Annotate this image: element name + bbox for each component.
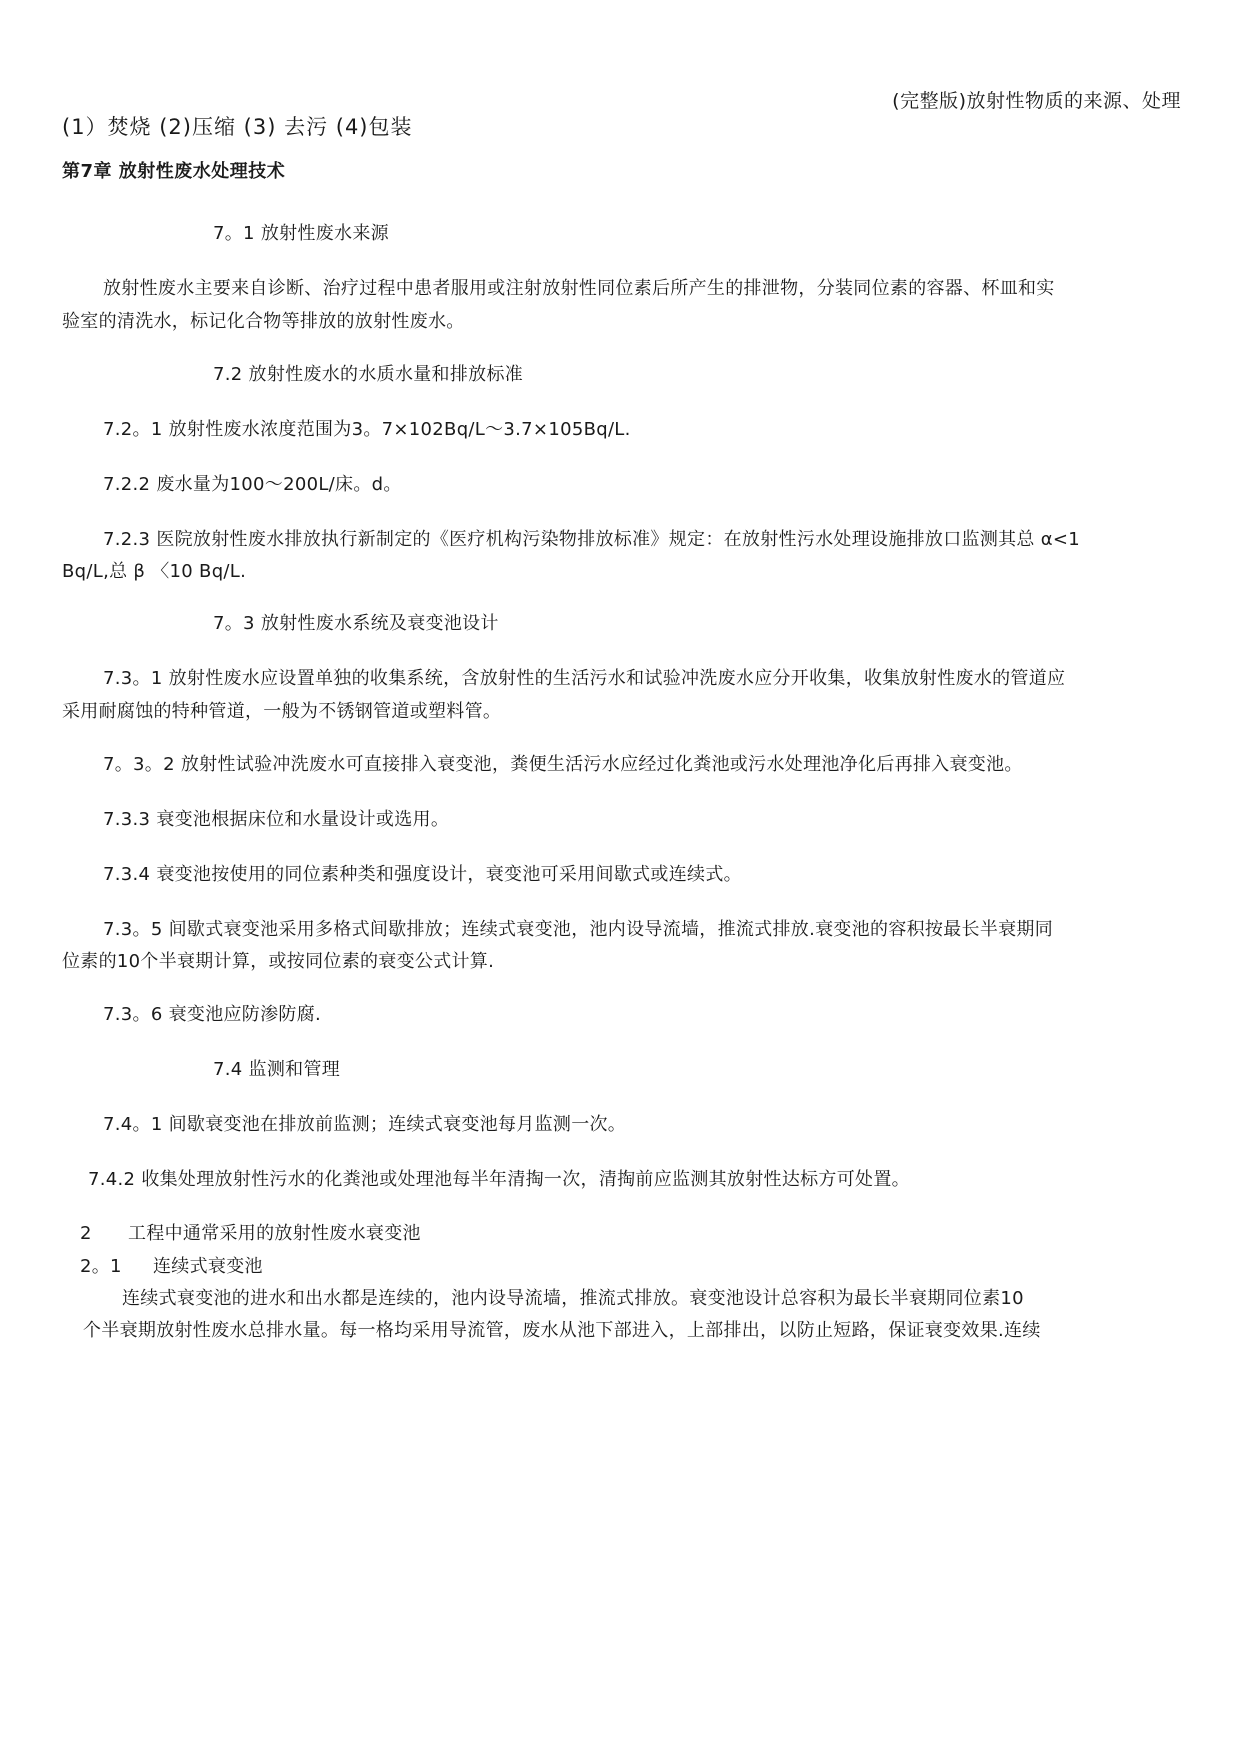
treatment-method-list: (1）焚烧 (2)压缩 (3) 去污 (4)包装 <box>62 115 413 139</box>
clause-7-2-3-line-1: 7.2.3 医院放射性废水排放执行新制定的《医疗机构污染物排放标准》规定：在放射性污水处理设施排放口监测其总 α<1 <box>103 529 1081 550</box>
section-heading-7-3: 7。3 放射性废水系统及衰变池设计 <box>213 613 499 634</box>
section-heading-7-4: 7.4 监测和管理 <box>213 1059 341 1080</box>
clause-7-4-2: 7.4.2 收集处理放射性污水的化粪池或处理池每半年清掏一次，清掏前应监测其放射性达标方可处置。 <box>88 1169 910 1190</box>
clause-7-3-5-line-1: 7.3。5 间歇式衰变池采用多格式间歇排放；连续式衰变池，池内设导流墙，推流式排放.衰变池的容积按最长半衰期同 <box>103 919 1054 940</box>
page-header-title: (完整版)放射性物质的来源、处理 <box>892 90 1181 112</box>
clause-7-3-5-line-2: 位素的10个半衰期计算，或按同位素的衰变公式计算. <box>62 951 495 972</box>
section-heading-7-1: 7。1 放射性废水来源 <box>213 223 389 244</box>
clause-7-3-2: 7。3。2 放射性试验冲洗废水可直接排入衰变池，粪便生活污水应经过化粪池或污水处理池净化后再排入衰变池。 <box>103 754 1023 775</box>
subsection-2-1-title: 连续式衰变池 <box>153 1256 263 1277</box>
clause-7-3-4: 7.3.4 衰变池按使用的同位素种类和强度设计，衰变池可采用间歇式或连续式。 <box>103 864 742 885</box>
section-2-number: 2 <box>80 1223 92 1244</box>
clause-7-3-1-line-2: 采用耐腐蚀的特种管道，一般为不锈钢管道或塑料管。 <box>62 701 502 722</box>
clause-7-4-1: 7.4。1 间歇衰变池在排放前监测；连续式衰变池每月监测一次。 <box>103 1114 627 1135</box>
clause-7-3-6: 7.3。6 衰变池应防渗防腐. <box>103 1004 322 1025</box>
paragraph-7-1-line-1: 放射性废水主要来自诊断、治疗过程中患者服用或注射放射性同位素后所产生的排泄物，分装同位素的容器、杯皿和实 <box>103 278 1055 299</box>
clause-7-3-3: 7.3.3 衰变池根据床位和水量设计或选用。 <box>103 809 450 830</box>
paragraph-2-1-line-1: 连续式衰变池的进水和出水都是连续的，池内设导流墙，推流式排放。衰变池设计总容积为最长半衰期同位素10 <box>122 1288 1024 1309</box>
paragraph-2-1-line-2: 个半衰期放射性废水总排水量。每一格均采用导流管，废水从池下部进入，上部排出，以防止短路，保证衰变效果.连续 <box>83 1320 1041 1341</box>
subsection-2-1-number: 2。1 <box>80 1256 122 1277</box>
section-2-title: 工程中通常采用的放射性废水衰变池 <box>128 1223 421 1244</box>
clause-7-2-1: 7.2。1 放射性废水浓度范围为3。7×102Bq/L～3.7×105Bq/L. <box>103 419 631 440</box>
section-heading-7-2: 7.2 放射性废水的水质水量和排放标准 <box>213 364 524 385</box>
clause-7-2-3-line-2: Bq/L,总 β 〈10 Bq/L. <box>62 561 247 582</box>
clause-7-3-1-line-1: 7.3。1 放射性废水应设置单独的收集系统，含放射性的生活污水和试验冲洗废水应分开收集，收集放射性废水的管道应 <box>103 668 1066 689</box>
chapter-title: 第7章 放射性废水处理技术 <box>62 161 286 182</box>
paragraph-7-1-line-2: 验室的清洗水，标记化合物等排放的放射性废水。 <box>62 311 465 332</box>
clause-7-2-2: 7.2.2 废水量为100～200L/床。d。 <box>103 474 402 495</box>
